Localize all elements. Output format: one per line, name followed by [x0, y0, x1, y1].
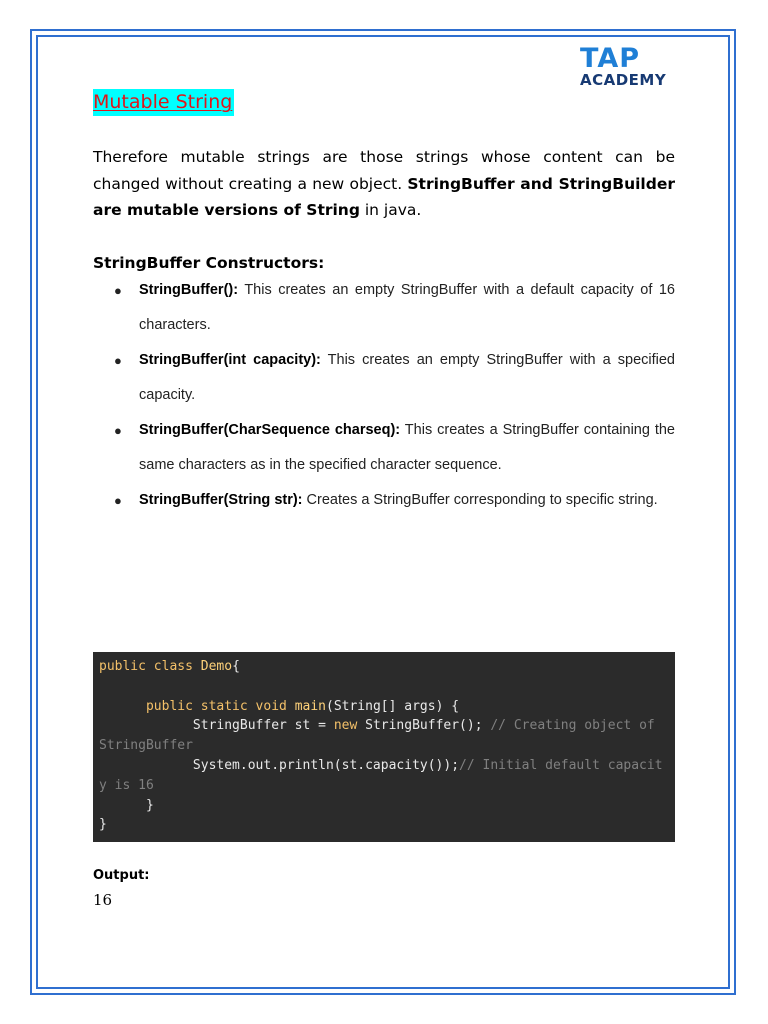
code-keyword: new	[333, 718, 358, 734]
code-text: }	[99, 817, 107, 833]
code-block	[93, 652, 675, 842]
list-item	[93, 343, 675, 413]
constructor-name: StringBuffer():	[139, 282, 239, 298]
constructor-desc: This creates an empty StringBuffer with a specified capacity.	[139, 352, 676, 403]
code-comment: // Initial default capacity is 16	[99, 757, 663, 793]
code-keyword: public class	[99, 659, 201, 674]
code-text: StringBuffer st =	[192, 718, 334, 734]
logo-tap: TAP	[580, 43, 641, 74]
constructor-desc: This creates an empty StringBuffer with a default capacity of 16 characters.	[139, 282, 675, 333]
intro-bold: StringBuffer and StringBuilder are mutable versions of String	[93, 174, 675, 219]
constructors-list	[93, 273, 675, 518]
constructor-name: StringBuffer(String str):	[139, 492, 303, 508]
code-text: System.out.println(st.capacity());	[192, 757, 460, 773]
intro-paragraph	[93, 144, 675, 224]
code-text: }	[145, 797, 154, 813]
output-label: Output:	[93, 868, 150, 883]
bullet-icon: ●	[114, 423, 122, 438]
constructor-desc: Creates a StringBuffer corresponding to specific string.	[302, 492, 658, 508]
bullet-icon: ●	[114, 493, 122, 508]
page-title: Mutable String	[93, 89, 234, 116]
code-text: StringBuffer();	[357, 718, 491, 734]
code-keyword: public static void	[145, 698, 295, 714]
code-method-name: main	[294, 698, 326, 714]
list-item	[93, 273, 675, 343]
intro-text-1: Therefore mutable strings are those strings whose content can be changed without creating a new object.	[93, 148, 675, 193]
constructor-name: StringBuffer(CharSequence charseq):	[139, 422, 401, 438]
bullet-icon: ●	[114, 283, 122, 298]
logo-academy: ACADEMY	[580, 71, 667, 89]
list-item	[93, 483, 675, 518]
constructor-desc: This creates a StringBuffer containing the same characters as in the specified character sequence.	[139, 422, 675, 473]
constructors-heading: StringBuffer Constructors:	[93, 254, 325, 272]
code-comment: // Creating object of StringBuffer	[99, 718, 663, 754]
output-value: 16	[93, 891, 113, 909]
intro-text-2: in java.	[359, 201, 422, 219]
code-text: (String[] args) {	[326, 698, 460, 714]
constructor-name: StringBuffer(int capacity):	[139, 352, 321, 368]
tap-academy-logo	[578, 44, 682, 90]
list-item	[93, 413, 675, 483]
code-class-name: Demo	[200, 659, 233, 674]
bullet-icon: ●	[114, 353, 122, 368]
code-text: {	[232, 659, 240, 674]
